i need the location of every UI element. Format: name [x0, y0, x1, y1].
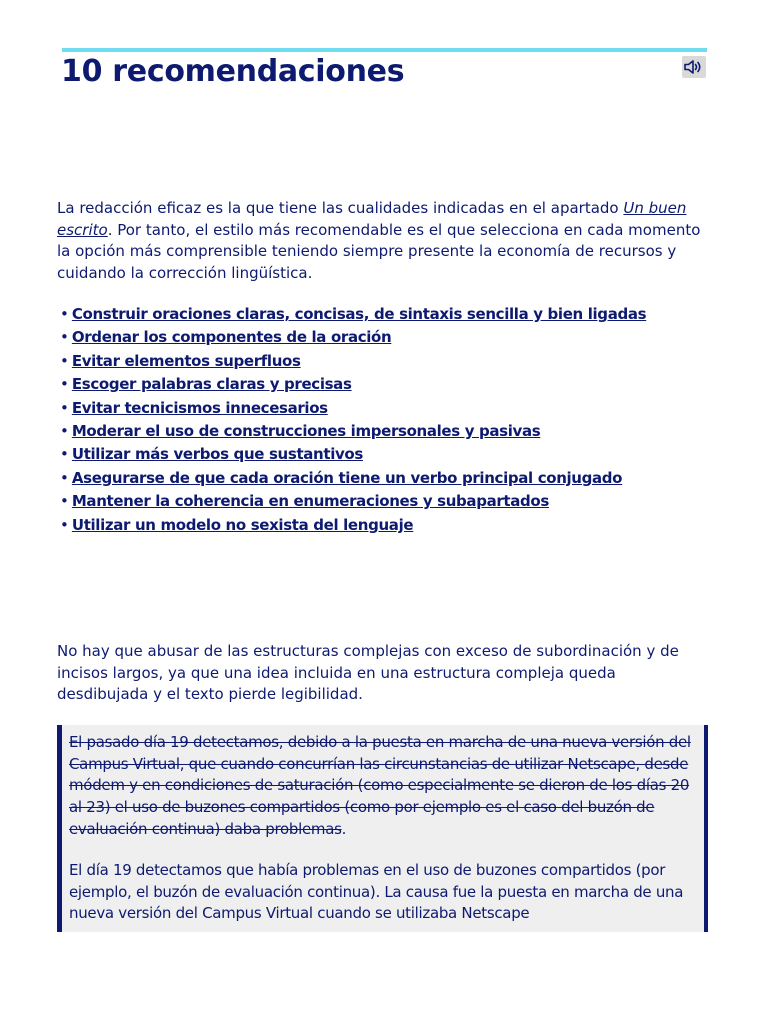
list-bullet: • — [60, 422, 69, 441]
link-un-buen-escrito[interactable]: Un buen escrito — [57, 199, 687, 239]
page-title: 10 recomendaciones — [61, 54, 405, 89]
list-item — [60, 467, 720, 490]
example-box — [57, 725, 708, 932]
list-bullet: • — [60, 328, 69, 347]
list-bullet: • — [60, 515, 69, 534]
list-item — [60, 326, 720, 349]
list-bullet: • — [60, 351, 69, 370]
list-bullet: • — [60, 468, 69, 487]
recommendation-link[interactable]: Utilizar más verbos que sustantivos — [71, 445, 363, 464]
recommendation-link[interactable]: Escoger palabras claras y precisas — [71, 375, 352, 394]
list-item — [60, 303, 720, 326]
list-bullet: • — [60, 445, 69, 464]
recommendation-link[interactable]: Utilizar un modelo no sexista del lenguaje — [71, 515, 414, 534]
list-item — [60, 397, 720, 420]
intro-paragraph — [57, 198, 707, 284]
incorrect-example-text: El pasado día 19 detectamos, debido a la puesta en marcha de una nueva versión del Campus Virtual, que cuando concurrían las circunstancias de utilizar Netscape, desde módem y en condiciones de saturación (como especialmente se dieron de los días 20 al 23) el uso de buzones compartidos (como por ejemplo es el caso del buzón de evaluación continua) daba problemas — [69, 733, 691, 838]
intro-text-before: La redacción eficaz es la que tiene las cualidades indicadas en el apartado — [57, 199, 624, 217]
recommendation-link[interactable]: Evitar tecnicismos innecesarios — [71, 398, 328, 417]
incorrect-example-end: . — [341, 819, 347, 838]
recommendation-link[interactable]: Construir oraciones claras, concisas, de sintaxis sencilla y bien ligadas — [71, 305, 647, 323]
list-bullet: • — [60, 492, 69, 511]
intro-text-after: . Por tanto, el estilo más recomendable es el que selecciona en cada momento la opción más comprensible teniendo siempre presente la economía de recursos y cuidando la corrección lingüística. — [57, 220, 701, 282]
list-item — [60, 373, 720, 396]
list-item — [60, 514, 720, 537]
list-item — [60, 490, 720, 513]
recommendation-link[interactable]: Mantener la coherencia en enumeraciones y subapartados — [71, 492, 549, 511]
list-item — [60, 350, 720, 373]
list-bullet: • — [60, 375, 69, 394]
speaker-icon — [684, 60, 704, 74]
section-paragraph: No hay que abusar de las estructuras complejas con exceso de subordinación y de incisos largos, ya que una idea incluida en una estructura compleja queda desdibujada y el texto pierde legibilidad. — [57, 642, 679, 703]
recommendation-link[interactable]: Moderar el uso de construcciones impersonales y pasivas — [71, 422, 541, 441]
list-item — [60, 443, 720, 466]
correct-example: El día 19 detectamos que había problemas en el uso de buzones compartidos (por ejemplo, el buzón de evaluación continua). La causa fue la puesta en marcha de una nueva versión del Campus Virtual cuando se utilizaba Netscape — [69, 861, 684, 923]
recommendations-list — [60, 303, 720, 537]
audio-button[interactable] — [682, 56, 706, 78]
recommendation-link[interactable]: Asegurarse de que cada oración tiene un verbo principal conjugado — [71, 468, 623, 487]
recommendation-link[interactable]: Evitar elementos superfluos — [71, 351, 301, 370]
list-item — [60, 420, 720, 443]
recommendation-link[interactable]: Ordenar los componentes de la oración — [71, 328, 392, 347]
list-bullet: • — [60, 398, 69, 417]
list-bullet: • — [60, 305, 69, 323]
incorrect-example — [69, 732, 699, 841]
